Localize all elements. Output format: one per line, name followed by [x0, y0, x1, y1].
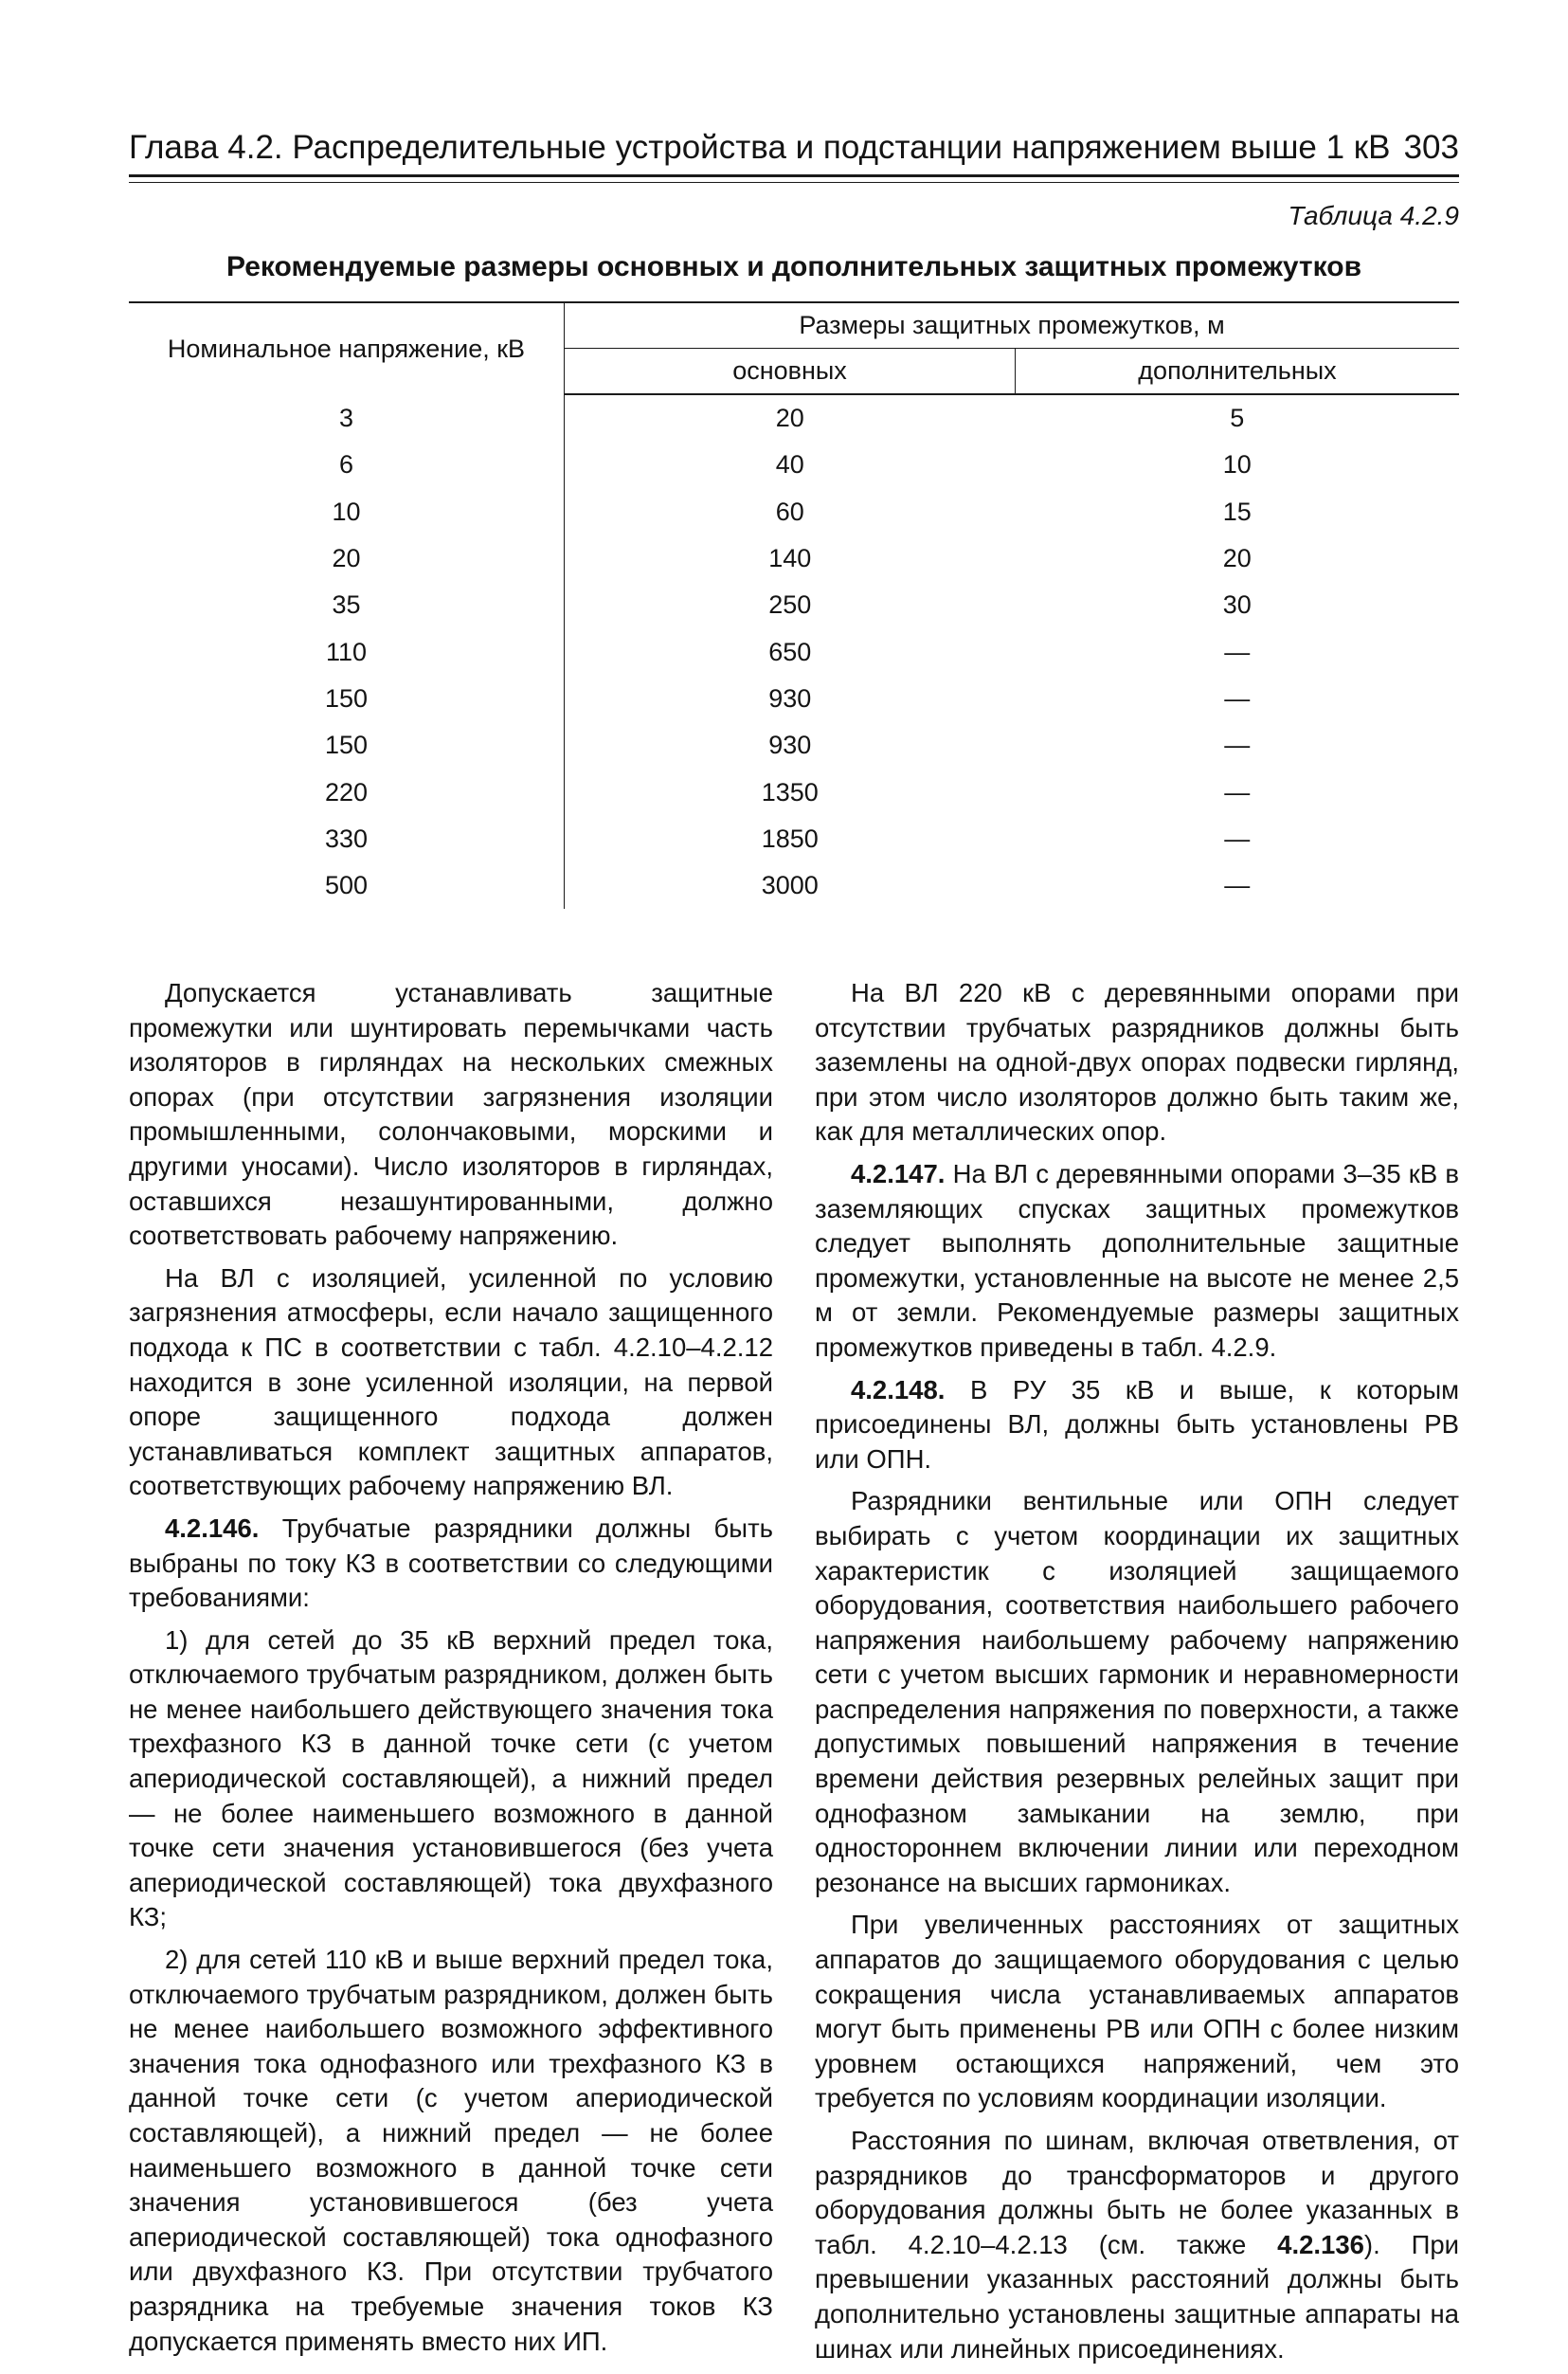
paragraph: 2) для сетей 110 кВ и выше верхний предел тока, отключаемого трубчатым разрядником, должен быть не менее наибольшего возможного эффективного значения тока однофазного или трехфазного КЗ в данной точке сети (с учетом апериодической составляющей), а нижний предел — не более наименьшего возможного в данной точке сети значения установившегося (без учета апериодической составляющей) тока однофазного или двухфазного КЗ. При отсутствии трубчатого разрядника на требуемые значения токов КЗ допускается применять вместо них ИП.	[129, 1945, 773, 2356]
cell-additional: 20	[1222, 544, 1252, 573]
clause-number: 4.2.146.	[165, 1513, 260, 1543]
cell-voltage: 150	[324, 731, 369, 760]
table-row	[129, 769, 1459, 815]
cell-additional: —	[1224, 637, 1251, 666]
col-header-additional: дополнительных	[1016, 349, 1460, 395]
paragraph: Разрядники вентильные или ОПН следует выбирать с учетом координации их защитных характеристик с изоляцией защищаемого оборудования, соответствия наибольшего рабочего напряжения наибольшему рабочему напряжению сети с учетом высших гармоник и неравномерности распределения напряжения по поверхности, а также допустимых повышений напряжения в течение времени действия резервных релейных защит при однофазном замыкании на землю, при одностороннем включении линии или переходном резонансе на высших гармониках.	[815, 1486, 1459, 1897]
cell-additional: —	[1224, 871, 1251, 900]
cell-additional: 5	[1230, 404, 1245, 433]
cell-main: 250	[565, 582, 1016, 628]
cell-additional: —	[1224, 824, 1251, 853]
cell-main: 930	[565, 722, 1016, 769]
right-text-column	[815, 976, 1459, 2374]
gap-sizes-table	[129, 301, 1459, 909]
table-row	[129, 676, 1459, 722]
paragraph: На ВЛ 220 кВ с деревянными опорами при отсутствии трубчатых разрядников должны быть заземлены на одной-двух опорах подвески гирлянд, при этом число изоляторов должно быть таким же, как для металлических опор.	[815, 978, 1459, 1147]
cell-main: 650	[565, 628, 1016, 675]
cell-voltage: 10	[332, 497, 361, 526]
cell-voltage: 220	[324, 777, 369, 806]
cell-voltage: 3	[338, 403, 354, 432]
clause-text: В РУ 35 кВ и выше, к которым присоединены ВЛ, должны быть установлены РВ или ОПН.	[815, 1374, 1459, 1474]
col-header-gap-sizes: Размеры защитных промежутков, м	[565, 302, 1460, 349]
chapter-title: Глава 4.2. Распределительные устройства и подстанции напряжением выше 1 кВ	[129, 129, 1391, 166]
col-header-main: основных	[565, 349, 1016, 395]
table-row	[129, 535, 1459, 582]
clause-number: 4.2.147.	[851, 1158, 946, 1188]
table-label: Таблица 4.2.9	[1288, 201, 1459, 230]
clause-text: Расстояния по шинам, включая ответвления, от разрядников до трансформаторов и другого оборудования должны быть не более указанных в табл. 4.2.10–4.2.13 (см. также	[815, 2126, 1459, 2259]
paragraph	[815, 1373, 1459, 1477]
clause-text: ). При превышении указанных расстояний должны быть дополнительно установлены защитные аппараты на шинах или линейных присоединениях.	[815, 2229, 1459, 2364]
table-row	[129, 722, 1459, 769]
cell-additional: —	[1224, 731, 1251, 760]
cell-additional: —	[1224, 683, 1251, 713]
cell-voltage: 500	[324, 871, 369, 900]
table-row	[129, 489, 1459, 535]
page-header	[129, 121, 1459, 177]
cell-additional: —	[1224, 777, 1251, 806]
table-row	[129, 816, 1459, 862]
cell-additional: 30	[1222, 590, 1252, 620]
table-title: Рекомендуемые размеры основных и дополнительных защитных промежутков	[225, 251, 1362, 282]
page-number: 303	[1403, 129, 1459, 166]
cell-main: 20	[565, 394, 1016, 442]
paragraph: 1) для сетей до 35 кВ верхний предел тока, отключаемого трубчатым разрядником, должен быть не менее наибольшего действующего значения тока трехфазного КЗ в данной точке сети (с учетом апериодической составляющей), а нижний предел — не более наименьшего возможного в данной точке сети значения установившегося (без учета апериодической составляющей) тока двухфазного КЗ;	[129, 1624, 773, 1932]
cell-voltage: 110	[325, 637, 368, 666]
cell-voltage: 35	[332, 590, 361, 620]
paragraph: При увеличенных расстояниях от защитных аппаратов до защищаемого оборудования с целью сокращения числа устанавливаемых аппаратов могут быть применены РВ или ОПН с более низким уровнем остающихся напряжений, чем это требуется по условиям координации изоляции.	[815, 1910, 1459, 2113]
cell-main: 40	[565, 442, 1016, 488]
cell-voltage: 20	[332, 544, 361, 573]
cell-voltage: 6	[338, 450, 354, 480]
col-header-voltage: Номинальное напряжение, кВ	[129, 302, 565, 394]
table-row	[129, 442, 1459, 488]
cell-additional: 10	[1222, 450, 1252, 480]
left-text-column	[129, 976, 773, 2366]
paragraph: Допускается устанавливать защитные промежутки или шунтировать перемычками часть изоляторов в гирляндах на нескольких смежных опорах (при отсутствии загрязнения изоляции промышленными, солончаковыми, морскими и другими уносами). Число изоляторов в гирляндах, оставшихся незашунтированными, должно соответствовать рабочему напряжению.	[129, 978, 773, 1251]
cell-additional: 15	[1222, 497, 1252, 526]
cell-main: 60	[565, 489, 1016, 535]
cell-main: 930	[565, 676, 1016, 722]
table-body	[129, 394, 1459, 909]
paragraph	[815, 1157, 1459, 1366]
cell-main: 1350	[565, 769, 1016, 815]
paragraph: На ВЛ с изоляцией, усиленной по условию загрязнения атмосферы, если начало защищенного подхода к ПС в соответствии с табл. 4.2.10–4.2.12 находится в зоне усиленной изоляции, на первой опоре защищенного подхода должен устанавливаться комплект защитных аппаратов, соответствующих рабочему напряжению ВЛ.	[129, 1262, 773, 1501]
cell-main: 1850	[565, 816, 1016, 862]
table-row	[129, 394, 1459, 442]
clause-reference: 4.2.136	[1277, 2229, 1364, 2259]
paragraph	[129, 1512, 773, 1616]
cell-voltage: 330	[324, 824, 369, 853]
clause-text: На ВЛ с деревянными опорами 3–35 кВ в заземляющих спусках защитных промежутков следует выполнять дополнительные защитные промежутки, установленные на высоте не менее 2,5 м от земли. Рекомендуемые размеры защитных промежутков приведены в табл. 4.2.9.	[815, 1158, 1459, 1362]
table-row	[129, 582, 1459, 628]
cell-main: 140	[565, 535, 1016, 582]
clause-text: Трубчатые разрядники должны быть выбраны по току КЗ в соответствии со следующими требованиями:	[129, 1513, 773, 1613]
table-row	[129, 862, 1459, 909]
cell-main: 3000	[565, 862, 1016, 909]
cell-voltage: 150	[324, 683, 369, 713]
paragraph	[815, 2124, 1459, 2366]
clause-number: 4.2.148.	[851, 1374, 946, 1404]
table-row	[129, 628, 1459, 675]
